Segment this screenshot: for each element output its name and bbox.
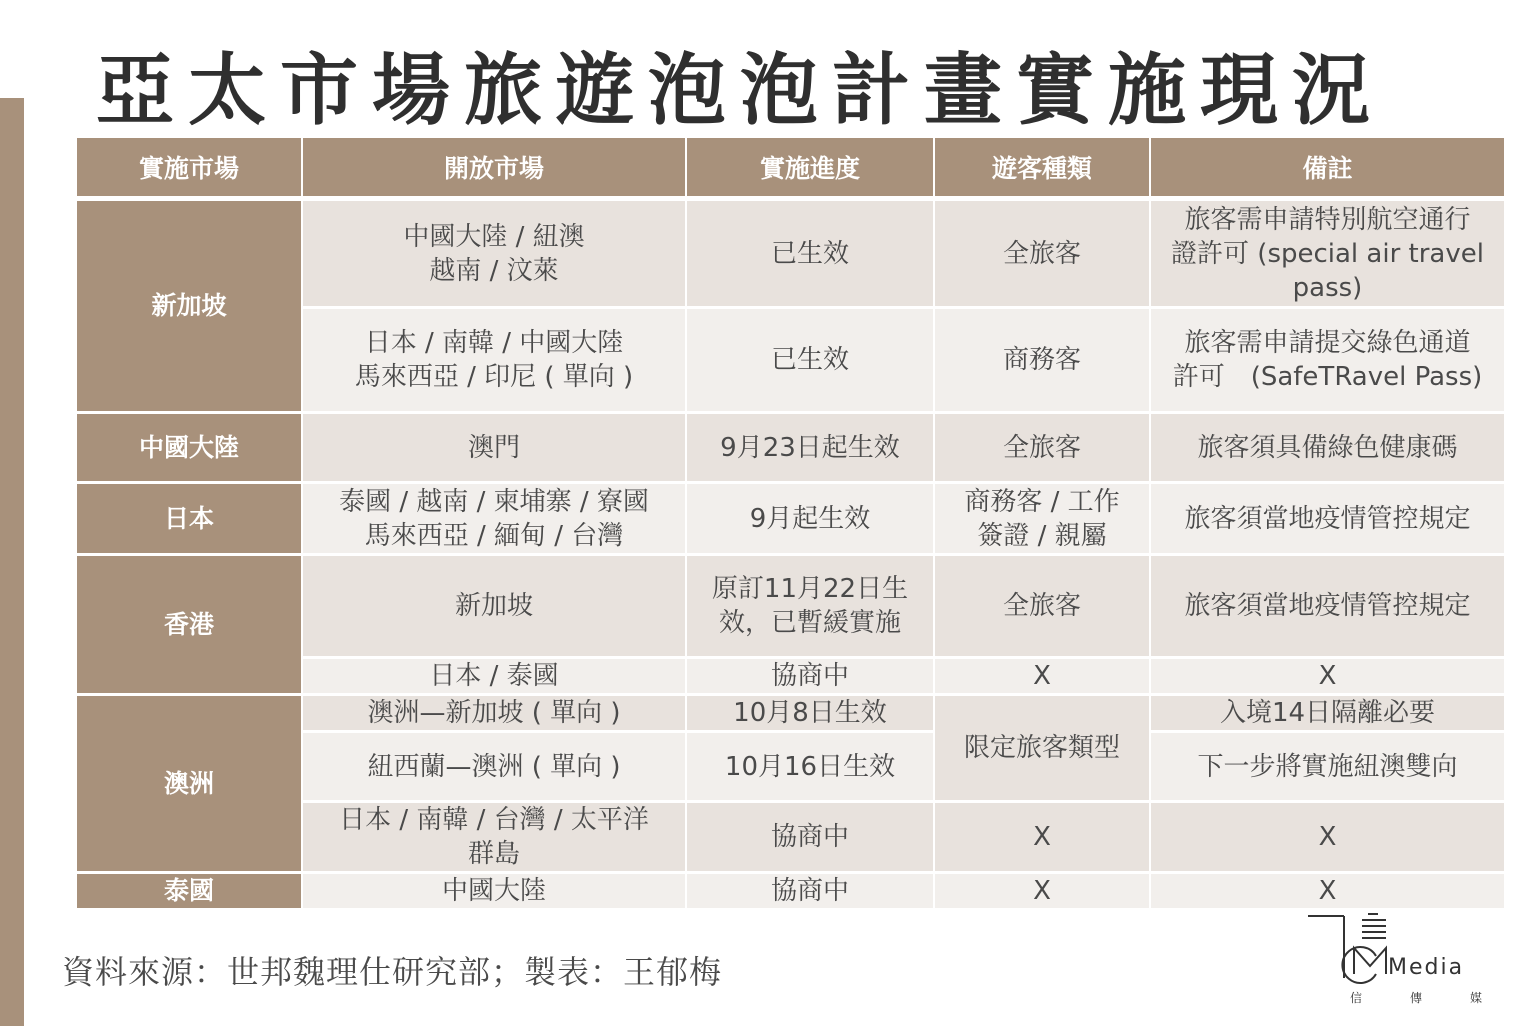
left-accent-bar (0, 98, 24, 1026)
logo-char: 媒 (1470, 991, 1483, 1005)
status-cell: 協商中 (686, 658, 934, 695)
table-row (77, 199, 1504, 308)
note-cell: 旅客須當地疫情管控規定 (1150, 483, 1504, 555)
table-row (77, 695, 1504, 732)
visitor-cell: X (934, 802, 1150, 873)
table-row (77, 413, 1504, 483)
header-implementing-market: 實施市場 (77, 138, 302, 199)
visitor-cell: 全旅客 (934, 413, 1150, 483)
note-cell: 旅客需申請提交綠色通道 許可 (SafeTRavel Pass) (1150, 308, 1504, 413)
table-row (77, 483, 1504, 555)
open-market-cell: 日本 / 南韓 / 台灣 / 太平洋 群島 (302, 802, 686, 873)
status-cell: 9月起生效 (686, 483, 934, 555)
open-market-cell: 泰國 / 越南 / 柬埔寨 / 寮國 馬來西亞 / 緬甸 / 台灣 (302, 483, 686, 555)
open-market-cell: 中國大陸 / 紐澳 越南 / 汶萊 (302, 199, 686, 308)
note-cell: X (1150, 802, 1504, 873)
status-cell: 原訂11月22日生 效，已暫緩實施 (686, 555, 934, 658)
visitor-cell: 商務客 / 工作 簽證 / 親屬 (934, 483, 1150, 555)
visitor-cell: 商務客 (934, 308, 1150, 413)
market-cell: 中國大陸 (77, 413, 302, 483)
table-header-row (77, 138, 1504, 199)
visitor-cell: 限定旅客類型 (934, 695, 1150, 802)
source-note: 資料來源：世邦魏理仕研究部；製表：王郁梅 (62, 953, 723, 991)
visitor-cell: X (934, 658, 1150, 695)
table-row (77, 555, 1504, 658)
open-market-cell: 日本 / 南韓 / 中國大陸 馬來西亞 / 印尼 ( 單向 ) (302, 308, 686, 413)
status-cell: 已生效 (686, 199, 934, 308)
logo-wordmark: Media (1388, 955, 1465, 980)
travel-bubble-table (77, 138, 1504, 911)
logo-char: 傳 (1410, 991, 1423, 1005)
note-cell: 旅客需申請特別航空通行 證許可 (special air travel pass) (1150, 199, 1504, 308)
status-cell: 10月16日生效 (686, 732, 934, 802)
note-cell: X (1150, 658, 1504, 695)
status-cell: 10月8日生效 (686, 695, 934, 732)
status-cell: 9月23日起生效 (686, 413, 934, 483)
note-cell: 下一步將實施紐澳雙向 (1150, 732, 1504, 802)
status-cell: 已生效 (686, 308, 934, 413)
open-market-cell: 中國大陸 (302, 873, 686, 910)
open-market-cell: 澳洲—新加坡 ( 單向 ) (302, 695, 686, 732)
open-market-cell: 澳門 (302, 413, 686, 483)
media-logo-mark (1306, 912, 1496, 1012)
market-cell: 泰國 (77, 873, 302, 910)
note-cell: 入境14日隔離必要 (1150, 695, 1504, 732)
note-cell: X (1150, 873, 1504, 910)
status-cell: 協商中 (686, 802, 934, 873)
header-remarks: 備註 (1150, 138, 1504, 199)
logo-char: 信 (1350, 991, 1363, 1005)
open-market-cell: 日本 / 泰國 (302, 658, 686, 695)
market-cell: 香港 (77, 555, 302, 695)
status-cell: 協商中 (686, 873, 934, 910)
market-cell: 新加坡 (77, 199, 302, 413)
open-market-cell: 新加坡 (302, 555, 686, 658)
page-title: 亞太市場旅遊泡泡計畫實施現況 (96, 46, 1385, 136)
visitor-cell: 全旅客 (934, 555, 1150, 658)
header-progress: 實施進度 (686, 138, 934, 199)
header-open-market: 開放市場 (302, 138, 686, 199)
market-cell: 澳洲 (77, 695, 302, 873)
open-market-cell: 紐西蘭—澳洲 ( 單向 ) (302, 732, 686, 802)
visitor-cell: 全旅客 (934, 199, 1150, 308)
header-visitor-type: 遊客種類 (934, 138, 1150, 199)
visitor-cell: X (934, 873, 1150, 910)
note-cell: 旅客須當地疫情管控規定 (1150, 555, 1504, 658)
table-row (77, 873, 1504, 910)
media-logo (1306, 912, 1496, 1012)
market-cell: 日本 (77, 483, 302, 555)
note-cell: 旅客須具備綠色健康碼 (1150, 413, 1504, 483)
